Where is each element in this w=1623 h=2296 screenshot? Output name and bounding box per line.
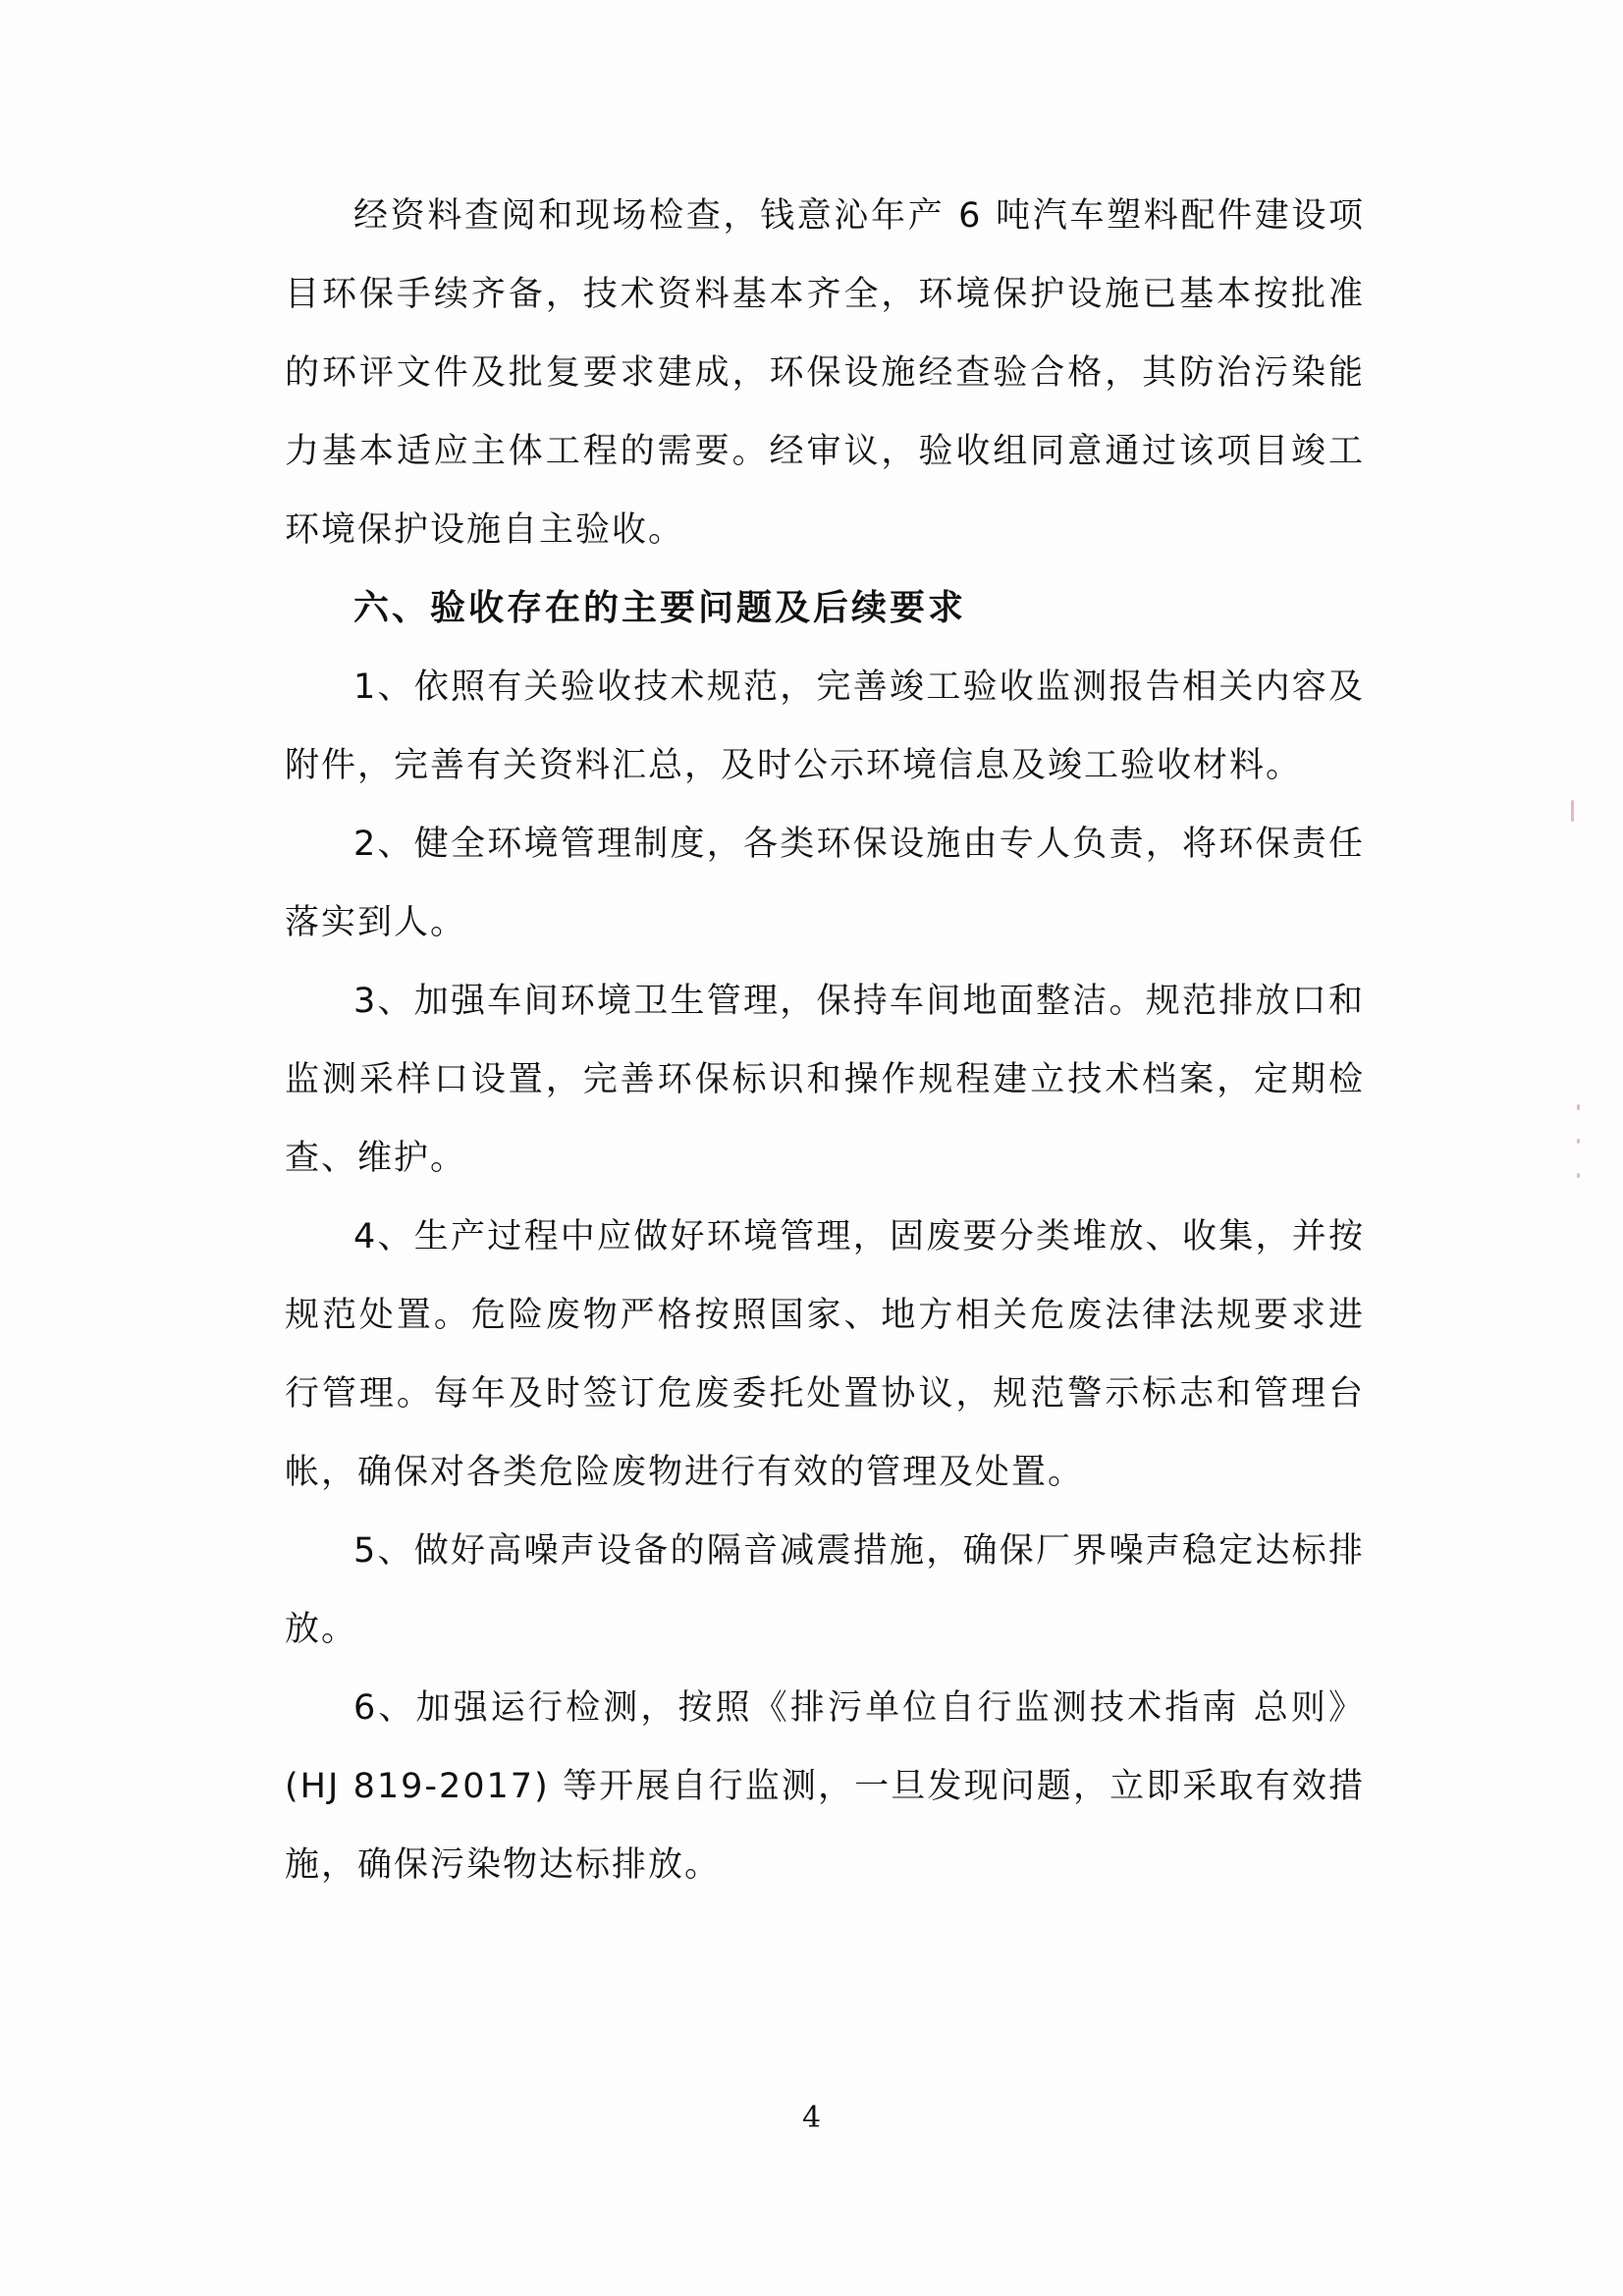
scan-artifact-mark [1571, 800, 1574, 822]
scan-artifact-mark [1577, 1173, 1580, 1178]
document-body [285, 177, 1365, 1904]
requirement-item-4: 4、生产过程中应做好环境管理，固废要分类堆放、收集，并按规范处置。危险废物严格按照国家、地方相关危废法律法规要求进行管理。每年及时签订危废委托处置协议，规范警示标志和管理台帐，确保对各类危险废物进行有效的管理及处置。 [285, 1217, 1365, 1492]
requirement-item-3: 3、加强车间环境卫生管理，保持车间地面整洁。规范排放口和监测采样口设置，完善环保标识和操作规程建立技术档案，定期检查、维护。 [285, 982, 1365, 1178]
scan-artifact-mark [1577, 1139, 1580, 1144]
requirement-item-1: 1、依照有关验收技术规范，完善竣工验收监测报告相关内容及附件，完善有关资料汇总，及时公示环境信息及竣工验收材料。 [285, 667, 1365, 785]
page-number: 4 [801, 2101, 822, 2135]
requirement-item-2: 2、健全环境管理制度，各类环保设施由专人负责，将环保责任落实到人。 [285, 825, 1365, 942]
conclusion-paragraph: 经资料查阅和现场检查，钱意沁年产 6 吨汽车塑料配件建设项目环保手续齐备，技术资料基本齐全，环境保护设施已基本按批准的环评文件及批复要求建成，环保设施经查验合格，其防治污染能力基本适应主体工程的需要。经审议，验收组同意通过该项目竣工环境保护设施自主验收。 [285, 196, 1365, 550]
scan-artifact-mark [1577, 1104, 1580, 1110]
requirement-item-6: 6、加强运行检测，按照《排污单位自行监测技术指南 总则》(HJ 819-2017) 等开展自行监测，一旦发现问题，立即采取有效措施，确保污染物达标排放。 [285, 1688, 1365, 1885]
section-heading: 六、验收存在的主要问题及后续要求 [353, 588, 967, 628]
requirement-item-5: 5、做好高噪声设备的隔音减震措施，确保厂界噪声稳定达标排放。 [285, 1531, 1365, 1649]
